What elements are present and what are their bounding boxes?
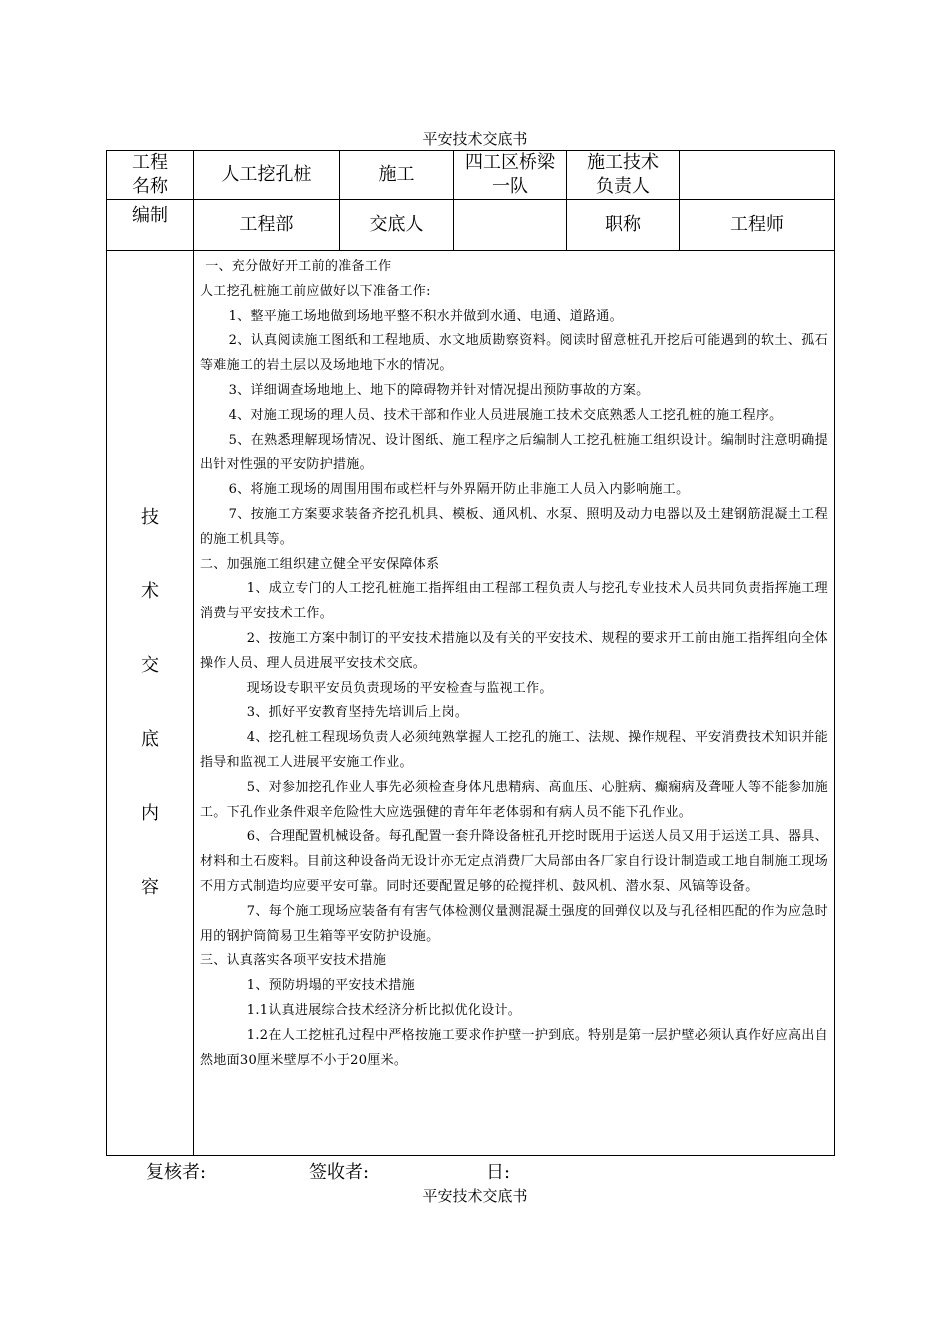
content-paragraph: 现场设专职平安员负责现场的平安检查与监视工作。 xyxy=(246,680,553,696)
tech-lead-label: 施工技术负责人 xyxy=(567,151,680,200)
content-paragraph: 1.1认真进展综合技术经济分析比拟优化设计。 xyxy=(246,1002,522,1018)
content-paragraph: 6、将施工现场的周围用围布或栏杆与外界隔开防止非施工人员入内影响施工。 xyxy=(228,482,690,498)
content-label-char: 容 xyxy=(141,877,159,898)
date-label: 日: xyxy=(486,1162,511,1183)
content-paragraph: 4、挖孔桩工程现场负责人必须纯熟掌握人工挖孔的施工、法规、操作规程、平安消费技术知识并能指导和监视工人进展平安施工作业。 xyxy=(200,730,828,770)
content-label-char: 内 xyxy=(141,803,159,824)
compile-value: 工程部 xyxy=(194,200,340,251)
content-label-char: 术 xyxy=(141,581,159,602)
content-paragraph: 5、在熟悉理解现场情况、设计图纸、施工程序之后编制人工挖孔桩施工组织设计。编制时注意明确提出针对性强的平安防护措施。 xyxy=(200,432,828,473)
content-paragraph: 7、每个施工现场应装备有有害气体检测仪量测混凝土强度的回弹仪以及与孔径相匹配的作为应急时用的钢护筒简易卫生箱等平安防护设施。 xyxy=(200,903,828,944)
reviewer-label: 复核者: xyxy=(146,1162,207,1183)
header-row-2 xyxy=(107,200,835,251)
content-paragraph: 7、按施工方案要求装备齐挖孔机具、模板、通风机、水泵、照明及动力电器以及土建钢筋混凝土工程的施工机具等。 xyxy=(200,506,828,547)
construction-label: 施工 xyxy=(340,151,454,200)
tech-lead-value xyxy=(680,151,835,200)
content-paragraph: 人工挖孔桩施工前应做好以下准备工作: xyxy=(200,283,431,299)
content-paragraph: 2、按施工方案中制订的平安技术措施以及有关的平安技术、规程的要求开工前由施工指挥组向全体操作人员、理人员进展平安技术交底。 xyxy=(200,630,828,671)
content-paragraph: 二、加强施工组织建立健全平安保障体系 xyxy=(200,556,440,572)
content-body xyxy=(194,251,835,1156)
header-row-1 xyxy=(107,151,835,200)
content-paragraph: 4、对施工现场的理人员、技术干部和作业人员进展施工技术交底熟悉人工挖孔桩的施工程序。 xyxy=(228,407,783,423)
content-paragraph: 1、整平施工场地做到场地平整不积水并做到水通、电通、道路通。 xyxy=(228,308,623,324)
content-label-chars xyxy=(107,251,193,950)
project-name-value: 人工挖孔桩 xyxy=(194,151,340,200)
document-title: 平安技术交底书 xyxy=(422,130,528,148)
content-paragraph: 一、充分做好开工前的准备工作 xyxy=(205,259,392,274)
content-paragraph: 1、预防坍塌的平安技术措施 xyxy=(246,978,415,994)
content-paragraph: 3、抓好平安教育坚持先培训后上岗。 xyxy=(246,705,469,721)
project-name-label: 工程名称 xyxy=(107,151,194,200)
content-paragraph: 1.2在人工挖桩孔过程中严格按施工要求作护壁一护到底。特别是第一层护壁必须认真作好应高出自然地面30厘米壁厚不小于20厘米。 xyxy=(200,1027,828,1068)
content-paragraph: 6、合理配置机械设备。每孔配置一套升降设备桩孔开挖时既用于运送人员又用于运送工具、器具、材料和土石废料。目前这种设备尚无设计亦无定点消费厂大局部由各厂家自行设计制造或工地自制施工现场不用方式制造均应要平安可靠。同时还要配置足够的砼搅拌机、鼓风机、潜水泵、风镐等设备。 xyxy=(200,829,828,894)
content-paragraph: 3、详细调查场地地上、地下的障碍物并针对情况提出预防事故的方案。 xyxy=(228,382,650,398)
content-label-char: 技 xyxy=(141,507,159,528)
content-paragraph: 1、成立专门的人工挖孔桩施工指挥组由工程部工程负责人与挖孔专业技术人员共同负责指挥施工理消费与平安技术工作。 xyxy=(200,581,828,622)
content-label-char: 交 xyxy=(141,655,159,676)
receiver-label: 签收者: xyxy=(309,1162,370,1183)
next-page-title: 平安技术交底书 xyxy=(422,1187,528,1205)
title-label: 职称 xyxy=(567,200,680,251)
content-label-char: 底 xyxy=(141,729,159,750)
compile-label: 编制 xyxy=(107,200,194,251)
content-label xyxy=(107,251,194,1156)
content-paragraph: 5、对参加挖孔作业人事先必须检查身体凡患精病、高血压、心脏病、癫痫病及聋哑人等不能参加施工。下孔作业条件艰辛危险性大应选强健的青年年老体弱和有病人员不能下孔作业。 xyxy=(200,779,828,820)
presenter-label: 交底人 xyxy=(340,200,454,251)
construction-value: 四工区桥梁一队 xyxy=(454,151,567,200)
title-value: 工程师 xyxy=(680,200,835,251)
content-paragraph: 2、认真阅读施工图纸和工程地质、水文地质勘察资料。阅读时留意桩孔开挖后可能遇到的软土、孤石等难施工的岩土层以及场地地下水的情况。 xyxy=(200,333,828,374)
presenter-value xyxy=(454,200,567,251)
content-row xyxy=(107,251,835,1156)
disclosure-table xyxy=(106,150,835,1156)
content-paragraph: 三、认真落实各项平安技术措施 xyxy=(200,953,387,969)
